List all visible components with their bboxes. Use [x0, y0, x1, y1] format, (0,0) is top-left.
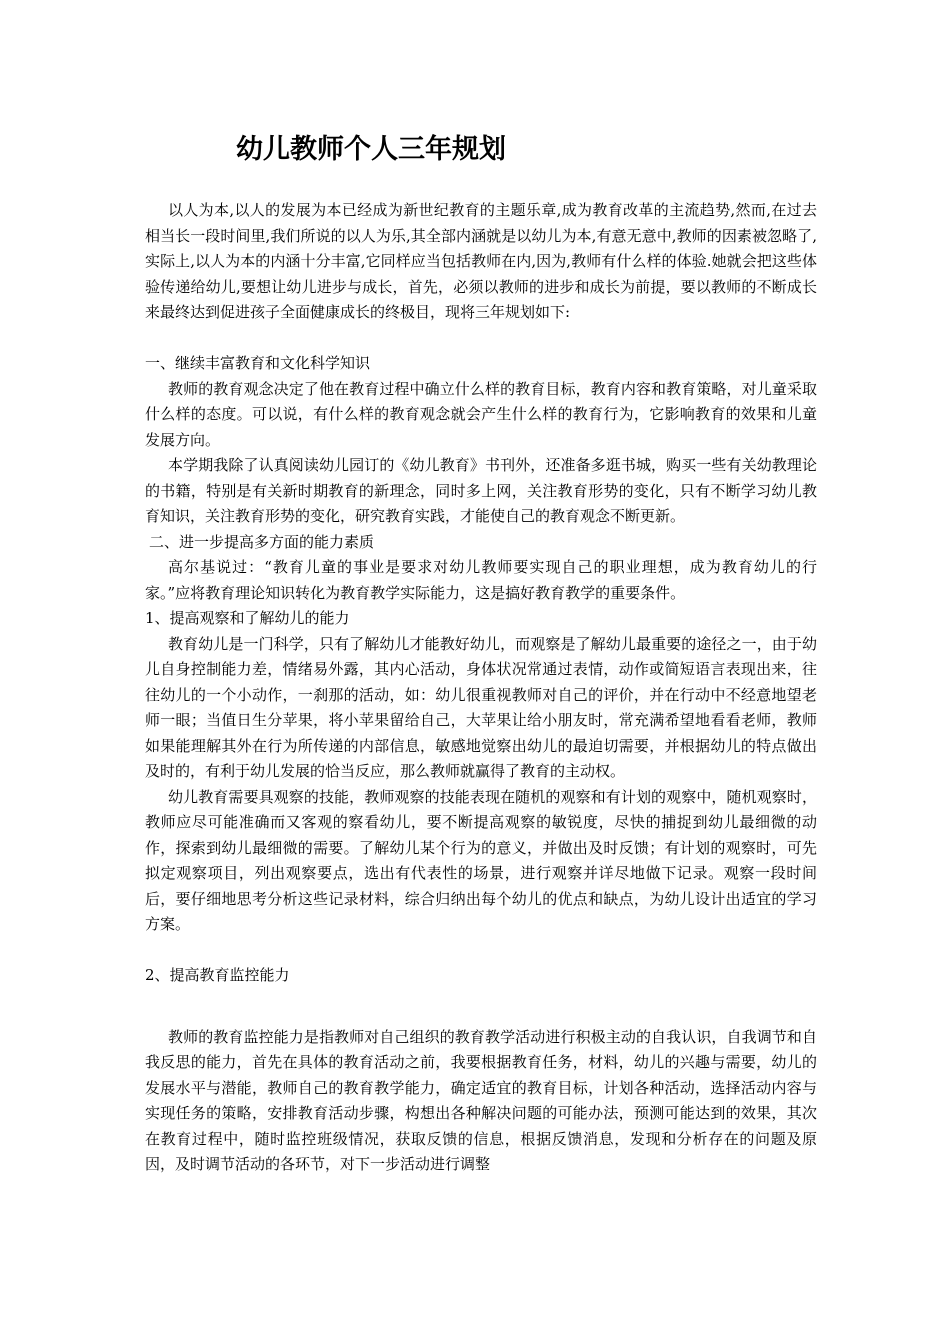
subsection-1-paragraph-1: 教育幼儿是一门科学，只有了解幼儿才能教好幼儿，而观察是了解幼儿最重要的途径之一，由于幼儿自身控制能力差，情绪易外露，其内心活动，身体状况常通过表情，动作或简短语言表现出来，往往幼儿的一个小动作，一刹那的活动，如：幼儿很重视教师对自己的评价，并在行动中不经意地望老师一眼；当值日生分苹果，将小苹果留给自己，大苹果让给小朋友时，常充满希望地看看老师，教师如果能理解其外在行为所传递的内部信息，敏感地觉察出幼儿的最迫切需要，并根据幼儿的特点做出及时的，有利于幼儿发展的恰当反应，那么教师就赢得了教育的主动权。 [145, 634, 817, 780]
section-1-paragraph-1: 教师的教育观念决定了他在教育过程中确立什么样的教育目标，教育内容和教育策略，对儿童采取什么样的态度。可以说，有什么样的教育观念就会产生什么样的教育行为，它影响教育的效果和儿童发展方向。 [145, 379, 817, 449]
document-title: 幼儿教师个人三年规划 [236, 134, 506, 165]
subsection-2-heading: 2、提高教育监控能力 [145, 966, 290, 984]
blank-line [145, 938, 817, 964]
section-1-heading: 一、继续丰富教育和文化科学知识 [145, 354, 371, 372]
blank-line [145, 989, 817, 1025]
subsection-1-paragraph-2: 幼儿教育需要具观察的技能，教师观察的技能表现在随机的观察和有计划的观察中，随机观察时，教师应尽可能准确而又客观的察看幼儿，要不断提高观察的敏锐度，尽快的捕捉到幼儿最细微的动作，探索到幼儿最细微的需要。了解幼儿某个行为的意义，并做出及时反馈；有计划的观察时，可先拟定观察项目，列出观察要点，选出有代表性的场景，进行观察并详尽地做下记录。观察一段时间后，要仔细地思考分析这些记录材料，综合归纳出每个幼儿的优点和缺点，为幼儿设计出适宜的学习方案。 [145, 787, 817, 933]
subsection-1-heading: 1、提高观察和了解幼儿的能力 [145, 609, 350, 627]
section-2-heading: 二、进一步提高多方面的能力素质 [149, 532, 375, 551]
intro-paragraph: 以人为本,以人的发展为本已经成为新世纪教育的主题乐章,成为教育改革的主流趋势,然而,在过去相当长一段时间里,我们所说的以人为乐,其全部内涵就是以幼儿为本,有意无意中,教师的因素被忽略了,实际上,以人为本的内涵十分丰富,它同样应当包括教师在内,因为,教师有什么样的体验.她就会把这些体验传递给幼儿,要想让幼儿进步与成长，首先，必须以教师的进步和成长为前提，要以教师的不断成长来最终达到促进孩子全面健康成长的终极目，现将三年规划如下: [145, 201, 817, 321]
section-2-paragraph-1: 高尔基说过：“教育儿童的事业是要求对幼儿教师要实现自己的职业理想，成为教育幼儿的行家。”应将教育理论知识转化为教育教学实际能力，这是搞好教育教学的重要条件。 [145, 558, 817, 602]
section-1-paragraph-2: 本学期我除了认真阅读幼儿园订的《幼儿教育》书刊外，还准备多逛书城，购买一些有关幼教理论的书籍，特别是有关新时期教育的新理念，同时多上网，关注教育形势的变化，只有不断学习幼儿教育知识，关注教育形势的变化，研究教育实践，才能使自己的教育观念不断更新。 [145, 456, 817, 525]
blank-line [145, 326, 817, 352]
document-body [145, 198, 817, 1178]
subsection-2-paragraph-1: 教师的教育监控能力是指教师对自己组织的教育教学活动进行积极主动的自我认识，自我调节和自我反思的能力，首先在具体的教育活动之前，我要根据教育任务，材料，幼儿的兴趣与需要，幼儿的发展水平与潜能，教师自己的教育教学能力，确定适宜的教育目标，计划各种活动，选择活动内容与实现任务的策略，安排教育活动步骤，构想出各种解决问题的可能办法，预测可能达到的效果，其次在教育过程中，随时监控班级情况，获取反馈的信息，根据反馈消息，发现和分析存在的问题及原因，及时调节活动的各环节，对下一步活动进行调整 [145, 1027, 817, 1173]
